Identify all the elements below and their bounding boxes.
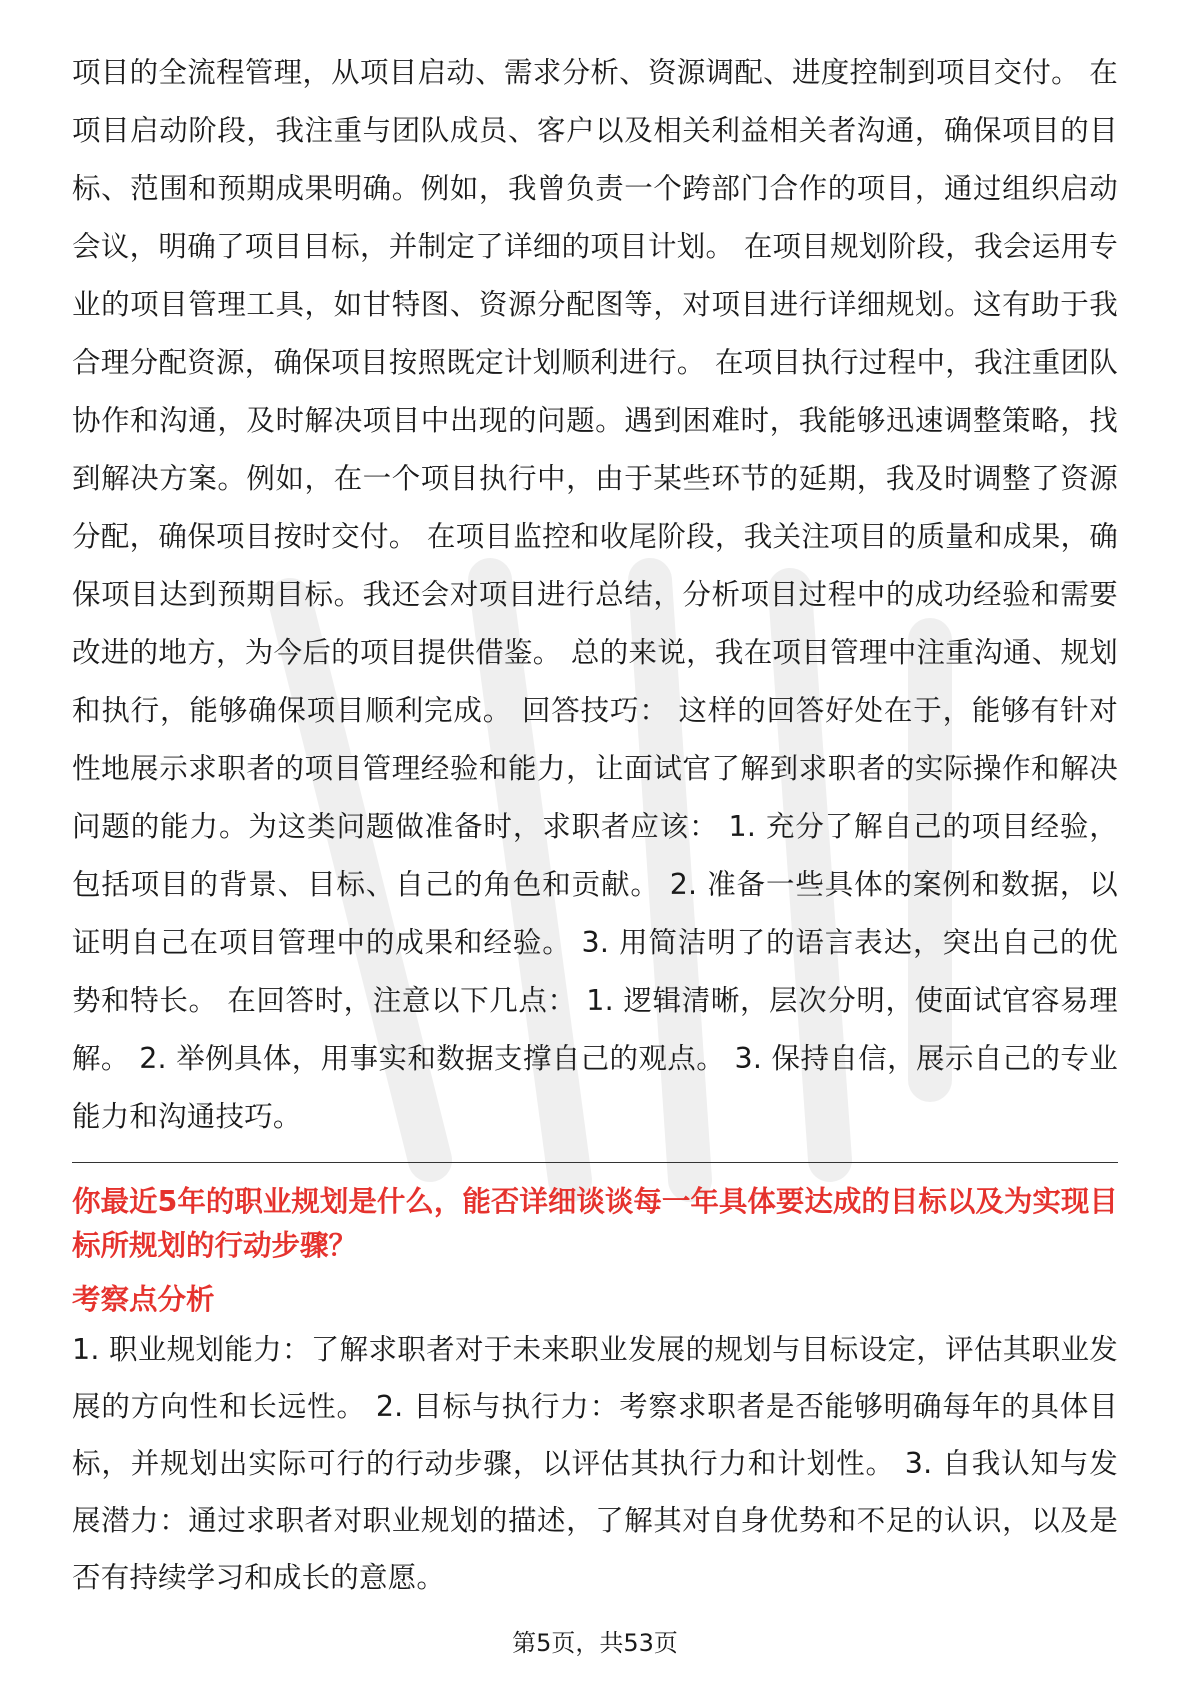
answer-body (72, 44, 1118, 1146)
question-heading: 你最近5年的职业规划是什么，能否详细谈谈每一年具体要达成的目标以及为实现目标所规划的行动步骤？ (72, 1185, 1118, 1262)
analysis-paragraph: 1. 职业规划能力：了解求职者对于未来职业发展的规划与目标设定，评估其职业发展的方向性和长远性。 2. 目标与执行力：考察求职者是否能够明确每年的具体目标，并规划出实际可行的行动步骤，以评估其执行力和计划性。 3. 自我认知与发展潜力：通过求职者对职业规划的描述，了解其对自身优势和不足的认识，以及是否有持续学习和成长的意愿。 (72, 1333, 1118, 1594)
answer-paragraph: 项目的全流程管理，从项目启动、需求分析、资源调配、进度控制到项目交付。 在项目启动阶段，我注重与团队成员、客户以及相关利益相关者沟通，确保项目的目标、范围和预期成果明确。例如，我曾负责一个跨部门合作的项目，通过组织启动会议，明确了项目目标，并制定了详细的项目计划。 在项目规划阶段，我会运用专业的项目管理工具，如甘特图、资源分配图等，对项目进行详细规划。这有助于我合理分配资源，确保项目按照既定计划顺利进行。 在项目执行过程中，我注重团队协作和沟通，及时解决项目中出现的问题。遇到困难时，我能够迅速调整策略，找到解决方案。例如，在一个项目执行中，由于某些环节的延期，我及时调整了资源分配，确保项目按时交付。 在项目监控和收尾阶段，我关注项目的质量和成果，确保项目达到预期目标。我还会对项目进行总结，分析项目过程中的成功经验和需要改进的地方，为今后的项目提供借鉴。 总的来说，我在项目管理中注重沟通、规划和执行，能够确保项目顺利完成。 回答技巧： 这样的回答好处在于，能够有针对性地展示求职者的项目管理经验和能力，让面试官了解到求职者的实际操作和解决问题的能力。为这类问题做准备时，求职者应该： 1. 充分了解自己的项目经验，包括项目的背景、目标、自己的角色和贡献。 2. 准备一些具体的案例和数据，以证明自己在项目管理中的成果和经验。 3. 用简洁明了的语言表达，突出自己的优势和特长。 在回答时，注意以下几点： 1. 逻辑清晰，层次分明，使面试官容易理解。 2. 举例具体，用事实和数据支撑自己的观点。 3. 保持自信，展示自己的专业能力和沟通技巧。 (72, 56, 1118, 1133)
page-number-footer: 第5页，共53页 (512, 1629, 678, 1657)
section-divider (72, 1162, 1118, 1163)
analysis-section-title: 考察点分析 (72, 1283, 215, 1316)
